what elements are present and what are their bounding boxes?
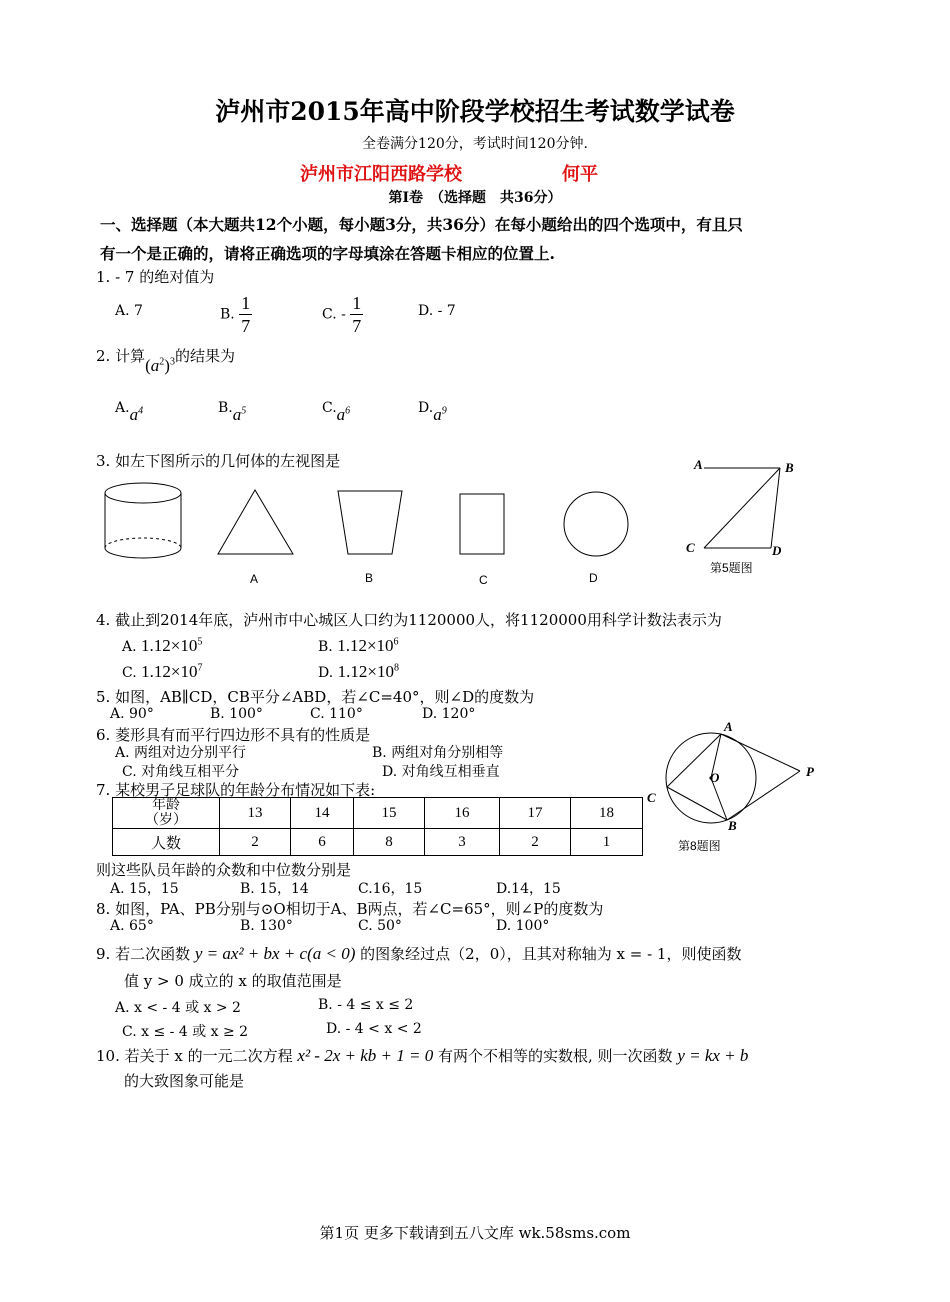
q9-option-d: D. - 4 < x < 2: [326, 1021, 422, 1037]
figure-5: [680, 455, 820, 575]
fig5-label-d: D: [772, 543, 782, 558]
q5-option-c: C. 110°: [310, 706, 363, 722]
q9-stem: 9. 若二次函数 y = ax² + bx + c(a < 0) 的图象经过点（2，0），且其对称轴为 x = - 1，则使函数: [96, 944, 742, 963]
q4-option-b: B. $1.12\times 10^6$: [318, 636, 399, 655]
q1-option-a: A. 7: [115, 303, 143, 319]
fig8-label-c: C: [647, 790, 656, 805]
q8-option-c: C. 50°: [358, 918, 402, 934]
q2-option-a: $A.a^4$: [115, 400, 144, 424]
rectangle-option-c: [460, 494, 504, 554]
age-distribution-table: [112, 797, 643, 856]
q6-option-c: C. 对角线互相平分: [122, 764, 240, 780]
section-instructions-line1: 一、选择题（本大题共12个小题，每小题3分，共36分）在每小题给出的四个选项中，有且只: [100, 215, 743, 234]
q6-option-a: A. 两组对边分别平行: [115, 745, 247, 761]
table-header-age: 年龄 （岁）: [113, 798, 220, 829]
table-header-count: 人数: [113, 829, 220, 856]
q3-label-c: C: [479, 573, 488, 587]
fig5-label-c: C: [686, 540, 695, 555]
q5-stem: 5. 如图，AB∥CD，CB平分∠ABD，若∠C=40°，则∠D的度数为: [96, 688, 535, 706]
q2-option-c: $C.a^6$: [322, 400, 351, 424]
q1-stem: 1. - 7 的绝对值为: [96, 268, 215, 286]
page-footer: 第1页 更多下载请到五八文库 wk.58sms.com: [319, 1224, 631, 1242]
q2-stem: 2. 计算$(a^2)^3$的结果为: [96, 347, 235, 375]
circle-option-d: [564, 492, 628, 556]
q2-option-b: $B.a^5$: [218, 400, 247, 424]
q2-option-d: $D.a^9$: [418, 400, 447, 424]
q1-option-c: C. - $\frac{1}{7}$: [322, 293, 362, 336]
q8-option-d: D. 100°: [496, 918, 550, 934]
q7-follow-up: 则这些队员年龄的众数和中位数分别是: [96, 861, 352, 879]
q3-label-b: B: [365, 571, 374, 585]
q4-option-d: D. $1.12\times 10^8$: [318, 662, 399, 681]
triangle-option-a: [218, 490, 293, 554]
q5-option-d: D. 120°: [422, 706, 476, 722]
q7-option-d: D.14，15: [496, 881, 561, 897]
q7-option-a: A. 15，15: [110, 881, 179, 897]
fig5-label-a: A: [694, 457, 703, 472]
fig5-label-b: B: [785, 460, 794, 475]
q9-option-b: B. - 4 ≤ x ≤ 2: [318, 997, 414, 1013]
trapezoid-option-b: [338, 491, 402, 554]
q3-figures: [100, 478, 640, 568]
q8-option-a: A. 65°: [110, 918, 154, 934]
fig8-label-o: O: [710, 770, 720, 785]
fig8-label-b: B: [728, 818, 737, 833]
fig8-label-a: A: [724, 719, 733, 734]
q6-option-d: D. 对角线互相垂直: [382, 764, 500, 780]
part-title: 第Ⅰ卷 （选择题 共36分）: [388, 190, 562, 206]
q8-stem: 8. 如图，PA、PB分别与⊙O相切于A、B两点，若∠C=65°，则∠P的度数为: [96, 900, 604, 918]
school-name: 泸州市江阳西路学校: [300, 164, 462, 185]
q10-stem-line2: 的大致图象可能是: [124, 1072, 245, 1090]
q9-stem-line2: 值 y > 0 成立的 x 的取值范围是: [124, 972, 342, 990]
fig5-caption: 第5题图: [710, 561, 753, 575]
q5-option-a: A. 90°: [110, 706, 154, 722]
q5-option-b: B. 100°: [210, 706, 263, 722]
q7-option-c: C.16，15: [358, 881, 423, 897]
q4-stem: 4. 截止到2014年底，泸州市中心城区人口约为1120000人，将1120000用科学计数法表示为: [96, 611, 722, 629]
q6-option-b: B. 两组对角分别相等: [372, 745, 504, 761]
q7-stem: 7. 某校男子足球队的年龄分布情况如下表:: [96, 781, 376, 799]
cylinder-figure: [105, 483, 181, 558]
table-row: 人数 2 6 8 3 2 1: [113, 829, 643, 856]
q1-option-d: D. - 7: [418, 303, 456, 319]
section-instructions-line2: 有一个是正确的，请将正确选项的字母填涂在答题卡相应的位置上.: [100, 244, 555, 263]
q1-option-b: B. $\frac{1}{7}$: [220, 293, 251, 336]
author-name: 何平: [562, 164, 598, 185]
fig8-caption: 第8题图: [678, 839, 721, 853]
q9-option-a: A. x < - 4 或 x > 2: [115, 1000, 241, 1016]
page-title: 泸州市2015年高中阶段学校招生考试数学试卷: [215, 97, 735, 126]
q3-label-d: D: [589, 571, 598, 585]
q8-option-b: B. 130°: [240, 918, 293, 934]
q4-option-c: C. $1.12\times 10^7$: [122, 662, 203, 681]
q10-stem: 10. 若关于 x 的一元二次方程 x² - 2x + kb + 1 = 0 有两个不相等的实数根, 则一次函数 y = kx + b: [96, 1046, 749, 1065]
q7-option-b: B. 15，14: [240, 881, 309, 897]
q3-stem: 3. 如左下图所示的几何体的左视图是: [96, 452, 341, 470]
q3-label-a: A: [250, 572, 259, 586]
exam-info: 全卷满分120分，考试时间120分钟.: [362, 136, 588, 152]
q9-option-c: C. x ≤ - 4 或 x ≥ 2: [122, 1024, 249, 1040]
table-row: 年龄 （岁） 13 14 15 16 17 18: [113, 798, 643, 829]
q6-stem: 6. 菱形具有而平行四边形不具有的性质是: [96, 726, 371, 744]
q4-option-a: A. $1.12\times 10^5$: [122, 636, 203, 655]
fig8-label-p: P: [806, 764, 814, 779]
